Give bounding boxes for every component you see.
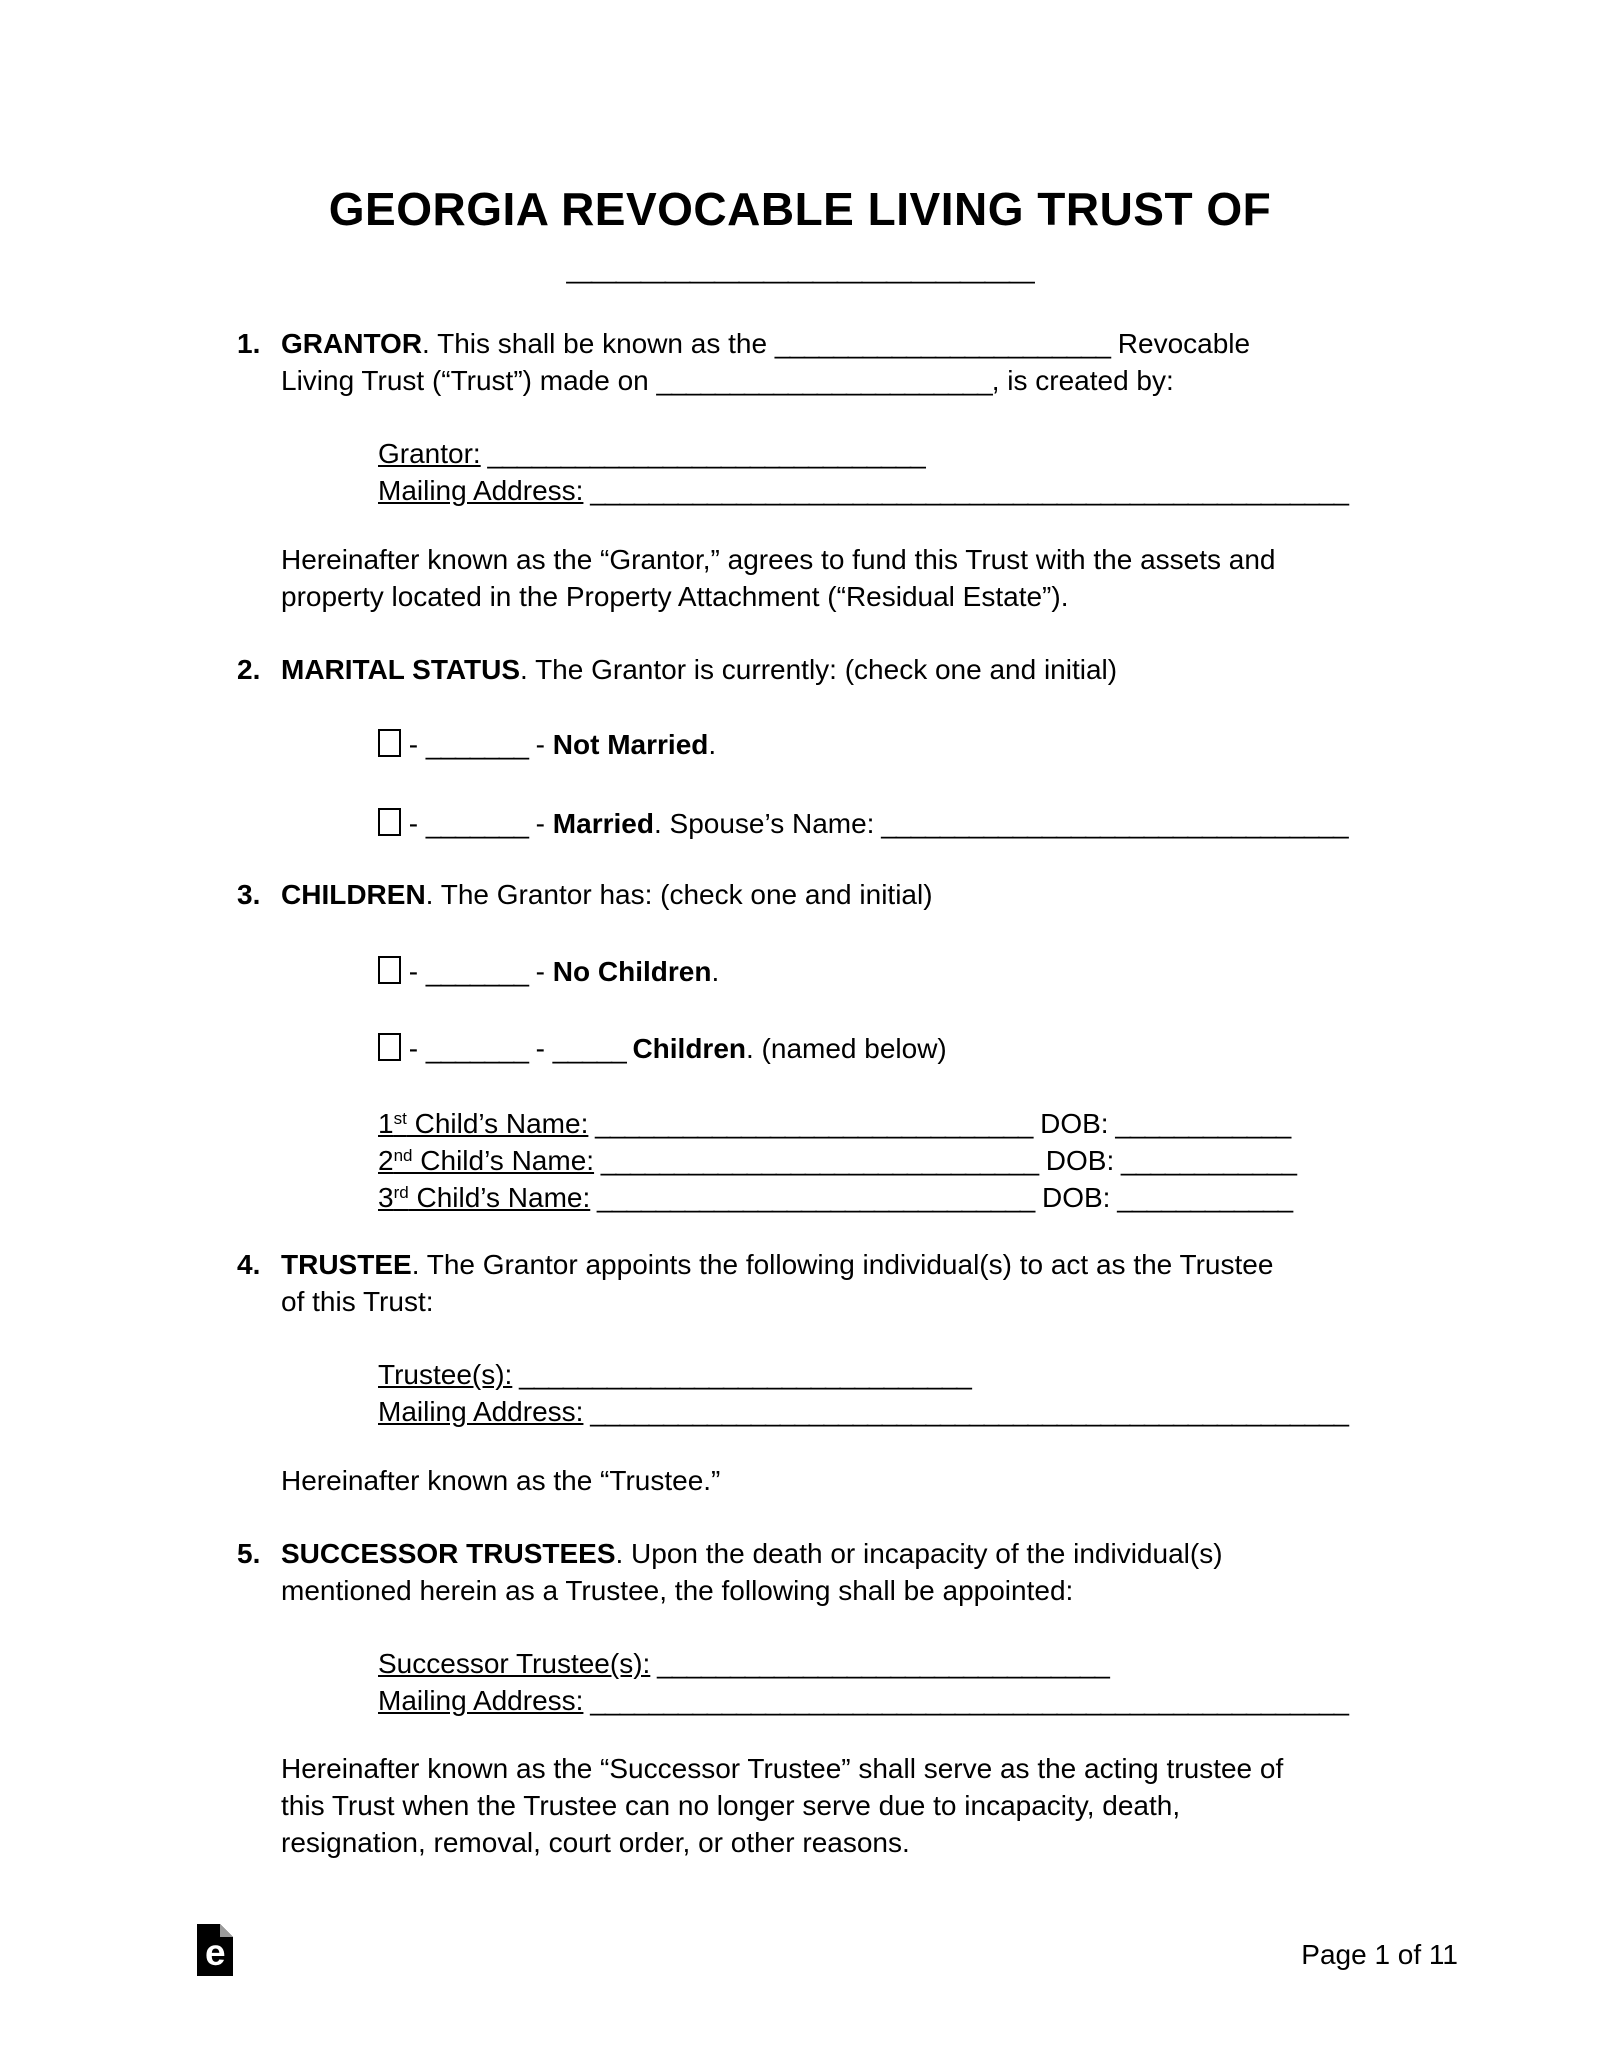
trustee-fields (378, 1356, 1412, 1430)
option-no-children (378, 953, 1412, 990)
child-1-dob-blank[interactable]: ____________ (1108, 1108, 1291, 1139)
ordinal: 3 (378, 1182, 394, 1213)
successor-trustee-name-blank[interactable]: _______________________________ (650, 1648, 1109, 1679)
section-2-heading: MARITAL STATUS (281, 654, 521, 685)
grantor-fields (378, 435, 1412, 509)
grantor-paragraph-line1: Hereinafter known as the “Grantor,” agrees to fund this Trust with the assets and (281, 544, 1276, 575)
section-5-line2: mentioned herein as a Trustee, the following shall be appointed: (281, 1575, 1074, 1606)
initials-blank[interactable]: _______ (425, 1033, 528, 1064)
trustee-mailing-row (378, 1393, 1412, 1430)
option-period: . (named below) (746, 1033, 947, 1064)
option-dash: - (527, 956, 553, 987)
option-label: Married (552, 808, 654, 839)
trustee-label: Trustee(s): (378, 1359, 513, 1390)
section-number: 5. (237, 1538, 261, 1569)
child-1-label (378, 1108, 588, 1139)
option-has-children (378, 1030, 1412, 1067)
grantor-name-row (378, 435, 1412, 472)
option-label: No Children (552, 956, 712, 987)
dob-label: DOB: (1032, 1108, 1109, 1139)
section-1-heading: GRANTOR (281, 328, 423, 359)
child-name-label: Child’s Name: (412, 1145, 595, 1176)
successor-trustee-mailing-blank[interactable]: ____________________________________________________ (583, 1685, 1348, 1716)
child-row-3 (378, 1179, 1412, 1216)
section-4-text (281, 1249, 1273, 1317)
ordinal-suffix: st (393, 1109, 407, 1128)
successor-trustee-mailing-label: Mailing Address: (378, 1685, 584, 1716)
spouse-name-label: . Spouse’s Name: (653, 808, 875, 839)
section-3-line: . The Grantor has: (check one and initial) (425, 879, 933, 910)
trustee-mailing-blank[interactable]: ____________________________________________________ (583, 1396, 1348, 1427)
section-5-line1: . Upon the death or incapacity of the individual(s) (615, 1538, 1223, 1569)
option-period: . (711, 956, 720, 987)
child-3-name-blank[interactable]: ______________________________ (590, 1182, 1035, 1213)
child-row-1 (378, 1105, 1412, 1142)
section-1-line1: . This shall be known as the (422, 328, 775, 359)
section-1-grantor (188, 325, 1412, 399)
section-4-line2: of this Trust: (281, 1286, 434, 1317)
section-1-text (281, 328, 1250, 396)
ordinal-suffix: rd (393, 1183, 409, 1202)
child-name-label: Child’s Name: (406, 1108, 589, 1139)
successor-trustee-fields (378, 1645, 1412, 1719)
initials-blank[interactable]: _______ (425, 808, 528, 839)
grantor-mailing-label: Mailing Address: (378, 475, 584, 506)
section-number: 2. (237, 654, 261, 685)
section-4-trustee (188, 1246, 1412, 1320)
grantor-paragraph-line2: property located in the Property Attachment (“Residual Estate”). (281, 581, 1069, 612)
child-3-dob-blank[interactable]: ____________ (1110, 1182, 1293, 1213)
option-dash: - (527, 808, 553, 839)
children-count-blank[interactable]: _____ (552, 1033, 633, 1064)
child-2-name-blank[interactable]: ______________________________ (594, 1145, 1039, 1176)
option-dash: - (527, 1033, 553, 1064)
child-3-label (378, 1182, 590, 1213)
section-3-text (281, 879, 933, 910)
child-2-dob-blank[interactable]: ____________ (1114, 1145, 1296, 1176)
trust-name-blank[interactable]: ___________________ (566, 236, 1034, 288)
document-icon (197, 1924, 233, 1976)
option-dash: - (527, 729, 553, 760)
checkbox-icon[interactable] (378, 808, 401, 836)
trust-date-blank[interactable]: _______________________ (656, 365, 992, 396)
section-1-line2-end: , is created by: (991, 365, 1174, 396)
logo-letter: e (205, 1932, 226, 1973)
trustee-name-row (378, 1356, 1412, 1393)
section-5-successor-trustees (188, 1535, 1412, 1609)
section-number: 4. (237, 1249, 261, 1280)
grantor-name-blank[interactable]: ______________________________ (480, 438, 925, 469)
page-title: GEORGIA REVOCABLE LIVING TRUST OF (328, 183, 1272, 235)
trust-name-inline-blank[interactable]: _______________________ (774, 328, 1111, 359)
ordinal: 1 (378, 1108, 394, 1139)
grantor-mailing-blank[interactable]: ____________________________________________________ (583, 475, 1348, 506)
section-4-line1: . The Grantor appoints the following individual(s) to act as the Trustee (411, 1249, 1274, 1280)
option-label: Not Married (552, 729, 709, 760)
option-married (378, 805, 1412, 842)
ordinal-suffix: nd (393, 1146, 413, 1165)
section-4-heading: TRUSTEE (281, 1249, 412, 1280)
section-1-line1-end: Revocable (1110, 328, 1251, 359)
successor-trustee-name-row (378, 1645, 1412, 1682)
successor-trustee-mailing-row (378, 1682, 1412, 1719)
section-3-children (188, 876, 1412, 913)
section-2-line: . The Grantor is currently: (check one and initial) (520, 654, 1118, 685)
child-1-name-blank[interactable]: ______________________________ (588, 1108, 1033, 1139)
grantor-paragraph (281, 541, 1412, 615)
checkbox-icon[interactable] (378, 729, 401, 757)
option-label: Children (632, 1033, 746, 1064)
trustee-name-blank[interactable]: _______________________________ (512, 1359, 971, 1390)
section-number: 3. (237, 879, 261, 910)
page-number: Page 1 of 11 (1301, 1939, 1458, 1970)
ordinal: 2 (378, 1145, 394, 1176)
section-2-text (281, 654, 1117, 685)
section-5-text (281, 1538, 1223, 1606)
child-2-label (378, 1145, 594, 1176)
checkbox-icon[interactable] (378, 956, 401, 984)
successor-paragraph-line1: Hereinafter known as the “Successor Trustee” shall serve as the acting trustee of (281, 1753, 1284, 1784)
children-rows (378, 1105, 1412, 1216)
initials-blank[interactable]: _______ (425, 729, 528, 760)
dob-label: DOB: (1034, 1182, 1111, 1213)
option-dash: - (401, 729, 426, 760)
successor-trustee-label: Successor Trustee(s): (378, 1648, 651, 1679)
spouse-name-blank[interactable]: ________________________________ (874, 808, 1348, 839)
eforms-logo (197, 1924, 233, 1985)
initials-blank[interactable]: _______ (425, 956, 528, 987)
option-dash: - (401, 808, 426, 839)
section-2-marital-status (188, 651, 1412, 688)
successor-paragraph-line2: this Trust when the Trustee can no longer serve due to incapacity, death, (281, 1790, 1181, 1821)
option-dash: - (401, 956, 426, 987)
grantor-mailing-row (378, 472, 1412, 509)
option-period: . (708, 729, 717, 760)
child-row-2 (378, 1142, 1412, 1179)
checkbox-icon[interactable] (378, 1033, 401, 1061)
option-not-married (378, 726, 1412, 763)
successor-paragraph-line3: resignation, removal, court order, or other reasons. (281, 1827, 910, 1858)
section-number: 1. (237, 328, 261, 359)
section-5-heading: SUCCESSOR TRUSTEES (281, 1538, 616, 1569)
option-dash: - (401, 1033, 426, 1064)
successor-trustee-paragraph (281, 1750, 1412, 1861)
section-3-heading: CHILDREN (281, 879, 426, 910)
trustee-mailing-label: Mailing Address: (378, 1396, 584, 1427)
section-1-line2: Living Trust (“Trust”) made on (281, 365, 657, 396)
child-name-label: Child’s Name: (408, 1182, 591, 1213)
grantor-label: Grantor: (378, 438, 481, 469)
trustee-paragraph: Hereinafter known as the “Trustee.” (281, 1465, 721, 1496)
dob-label: DOB: (1038, 1145, 1115, 1176)
